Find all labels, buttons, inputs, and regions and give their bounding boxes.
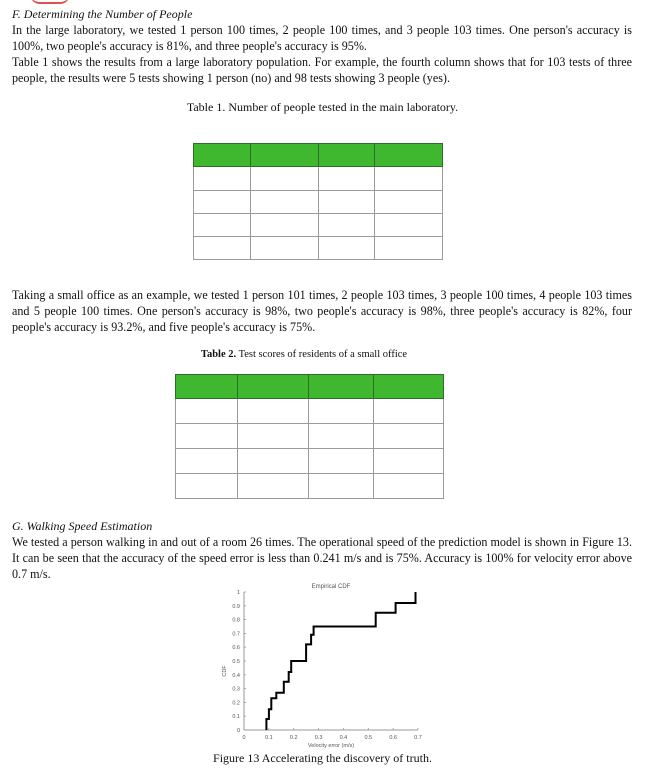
figure-13-caption: Figure 13 Accelerating the discovery of truth. xyxy=(213,751,432,765)
y-tick-label: 0.5 xyxy=(232,659,240,665)
table-row xyxy=(194,237,443,260)
section-g-para-1: We tested a person walking in and out of a room 26 times. The operational speed of the prediction model is shown in Figure 13. It can be seen that the accuracy of the speed error is less than 0.241 m/s and is 75%. Accuracy is 100% for velocity error above 0.7 m/s. xyxy=(12,535,632,581)
y-tick-label: 0 xyxy=(236,728,240,734)
y-tick-label: 0.2 xyxy=(232,700,240,707)
table-2 xyxy=(175,374,444,499)
y-tick-label: 0.9 xyxy=(232,603,240,610)
section-f-para-1: In the large laboratory, we tested 1 person 100 times, 2 people 100 times, and 3 people 103 times. One person's accuracy is 100%, two people's accuracy is 81%, and three people's accuracy is 95%. xyxy=(12,23,632,53)
y-tick-label: 0.4 xyxy=(232,672,240,679)
y-tick-label: 0.8 xyxy=(232,617,240,624)
table-row xyxy=(194,167,443,191)
table-2-caption xyxy=(0,348,608,362)
x-tick-label: 0 xyxy=(242,735,246,741)
section-f-para-3: Taking a small office as an example, we tested 1 person 101 times, 2 people 103 times, 3 people 100 times, 4 people 103 times and 5 people 100 times. One person's accuracy is 98%, two people's accuracy is 98%, three people's accuracy is 82%, four people's accuracy is 93.2%, and five people's accuracy is 75%. xyxy=(12,288,632,334)
x-tick-label: 0.5 xyxy=(364,735,373,741)
table-row xyxy=(176,399,444,424)
x-tick-label: 0.4 xyxy=(339,735,348,741)
x-axis-label: Velocity error (m/s) xyxy=(307,743,355,749)
section-f-para-2: Table 1 shows the results from a large laboratory population. For example, the fourth column shows that for 103 tests of three people, the results were 5 tests showing 1 person (no) and 98 tests showing 3 people (yes). xyxy=(12,55,632,85)
empirical-cdf-chart xyxy=(212,580,432,752)
y-tick-label: 0.3 xyxy=(232,686,240,693)
x-tick-label: 0.3 xyxy=(314,735,323,741)
table-2-caption-label: Table 2. xyxy=(200,349,237,360)
y-axis-label: CDF xyxy=(222,665,228,677)
y-tick-label: 0.1 xyxy=(232,714,240,721)
corner-decoration xyxy=(30,0,70,4)
x-tick-label: 0.2 xyxy=(289,735,298,741)
table-row xyxy=(176,449,444,474)
table-1-header-row xyxy=(194,144,443,167)
table-2-header-row xyxy=(176,375,444,399)
table-row xyxy=(176,424,444,449)
table-1-caption: Table 1. Number of people tested in the main laboratory. xyxy=(186,100,459,114)
x-tick-label: 0.7 xyxy=(414,735,422,741)
section-f-heading: F. Determining the Number of People xyxy=(12,7,193,21)
table-1 xyxy=(193,143,443,260)
table-row xyxy=(176,474,444,499)
x-tick-label: 0.6 xyxy=(389,735,397,741)
y-tick-label: 0.6 xyxy=(232,645,240,652)
y-tick-label: 1 xyxy=(236,590,240,596)
x-tick-label: 0.1 xyxy=(265,735,273,741)
chart-title: Empirical CDF xyxy=(311,584,351,590)
table-2-caption-text: Test scores of residents of a small office xyxy=(236,349,408,360)
cdf-series-line xyxy=(266,592,415,730)
table-row xyxy=(194,191,443,214)
y-tick-label: 0.7 xyxy=(232,631,240,638)
table-row xyxy=(194,214,443,237)
section-g-heading: G. Walking Speed Estimation xyxy=(12,519,153,533)
